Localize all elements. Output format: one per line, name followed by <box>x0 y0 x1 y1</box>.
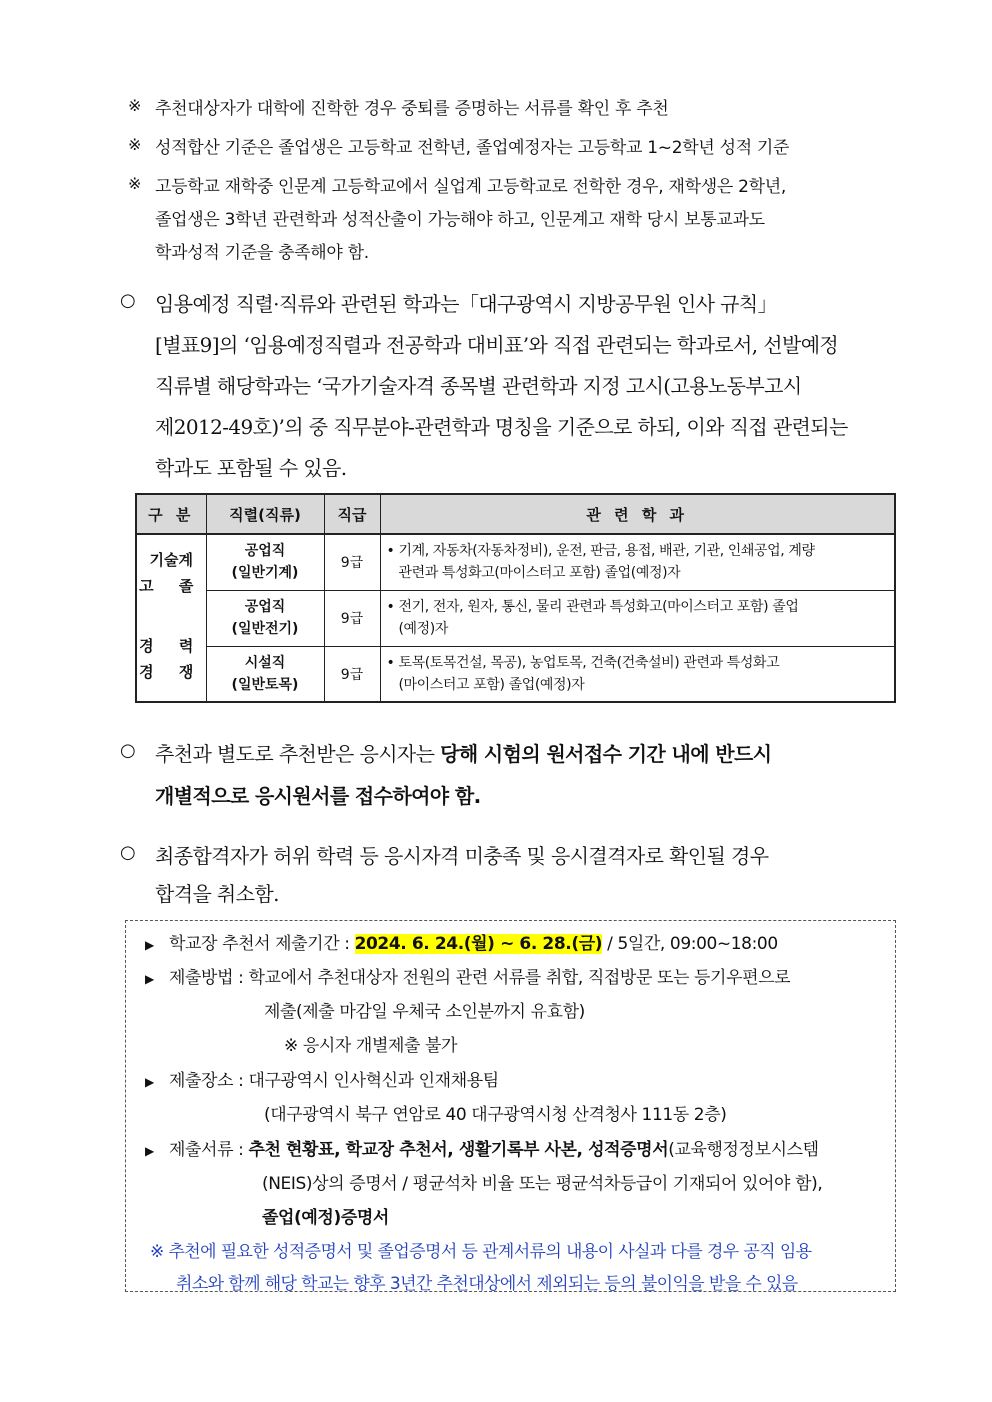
desc-cell: • 토목(토목건설, 목공), 농업토목, 건축(건축설비) 관련과 특성화고 (마이스터고 포함) 졸업(예정)자 <box>380 646 895 702</box>
para1-line: 학과도 포함될 수 있음. <box>155 456 347 480</box>
para2-bold: 개별적으로 응시원서를 접수하여야 함. <box>155 784 481 808</box>
category-text: 경 력 <box>139 637 204 655</box>
category-text: 고 졸 <box>139 577 204 595</box>
job-sub: (일반기계) <box>231 565 299 582</box>
place-text: 대구광역시 인사혁신과 인재채용팀 <box>248 1071 499 1091</box>
docs-line <box>145 1135 819 1160</box>
warning-line: ※ 추천에 필요한 성적증명서 및 졸업증명서 등 관계서류의 내용이 사실과 다를 경우 공직 임용 <box>150 1242 812 1262</box>
desc-text: (마이스터고 포함) 졸업(예정)자 <box>398 676 585 693</box>
header-grade: 직급 <box>324 494 380 534</box>
note-mark: ※ <box>128 96 142 115</box>
period-line <box>145 929 778 954</box>
period-dates: 2024. 6. 24.(월) ~ 6. 28.(금) <box>354 934 603 954</box>
arrow-icon: ▶ <box>145 972 154 986</box>
category-text: 경 쟁 <box>139 663 204 681</box>
place-line <box>145 1066 499 1091</box>
category-cell <box>136 534 206 702</box>
note-line: 고등학교 재학중 인문계 고등학교에서 실업계 고등학교로 전학한 경우, 재학생은 2학년, <box>155 177 786 197</box>
job-cell <box>206 590 324 646</box>
arrow-icon: ▶ <box>145 1075 154 1089</box>
note-mark: ※ <box>128 135 142 154</box>
desc-text: 기계, 자동차(자동차정비), 운전, 판금, 용접, 배관, 기관, 인쇄공업, 계량 <box>398 543 815 560</box>
header-job: 직렬(직류) <box>206 494 324 534</box>
job-cell <box>206 534 324 590</box>
docs-bold: 추천 현황표, 학교장 추천서, 생활기록부 사본, 성적증명서 <box>248 1140 669 1160</box>
note-mark: ※ <box>128 174 142 193</box>
desc-text: 관련과 특성화고(마이스터고 포함) 졸업(예정)자 <box>398 565 681 582</box>
para3-line: 최종합격자가 허위 학력 등 응시자격 미충족 및 응시결격자로 확인될 경우 <box>155 844 769 868</box>
docs-rest: (교육행정정보시스템 <box>668 1140 819 1160</box>
para2-text: 추천과 별도로 추천받은 응시자는 <box>155 742 441 766</box>
job-cell <box>206 646 324 702</box>
note-line: 성적합산 기준은 졸업생은 고등학교 전학년, 졸업예정자는 고등학교 1~2학년 성적 기준 <box>155 138 790 158</box>
desc-text: 토목(토목건설, 목공), 농업토목, 건축(건축설비) 관련과 특성화고 <box>398 654 780 671</box>
method-note: ※ 응시자 개별제출 불가 <box>284 1036 458 1056</box>
method-text: 제출(제출 마감일 우체국 소인분까지 유효함) <box>264 1002 585 1022</box>
para2-line1 <box>155 738 771 767</box>
job-name: 공업직 <box>244 599 286 615</box>
arrow-icon: ▶ <box>145 1144 154 1158</box>
docs-label: 제출서류 : <box>169 1140 249 1160</box>
para1-line: [별표9]의 ‘임용예정직렬과 전공학과 대비표’와 직접 관련되는 학과로서, 선발예정 <box>155 333 839 357</box>
category-text: 기술계 <box>149 551 193 569</box>
desc-text: (예정)자 <box>398 621 448 637</box>
para1-line: 제2012-49호)’의 중 직무분야-관련학과 명칭을 기준으로 하되, 이와 직접 관련되는 <box>155 415 848 439</box>
para2-bold: 당해 시험의 원서접수 기간 내에 반드시 <box>440 742 772 766</box>
department-table <box>135 493 896 703</box>
table-row <box>136 590 895 646</box>
header-category: 구 분 <box>136 494 206 534</box>
grade-cell: 9급 <box>324 534 380 590</box>
table-header-row <box>136 494 895 534</box>
job-sub: (일반전기) <box>231 621 299 637</box>
period-label: 학교장 추천서 제출기간 : <box>169 934 355 954</box>
bullet-circle: ○ <box>120 842 136 863</box>
desc-text: 전기, 전자, 원자, 통신, 물리 관련과 특성화고(마이스터고 포함) 졸업 <box>398 599 799 615</box>
table-row <box>136 646 895 702</box>
desc-cell: • 전기, 전자, 원자, 통신, 물리 관련과 특성화고(마이스터고 포함) 졸업 (예정)자 <box>380 590 895 646</box>
grade-cell: 9급 <box>324 590 380 646</box>
job-name: 공업직 <box>244 543 286 560</box>
warning-line: 취소와 함께 해당 학교는 향후 3년간 추천대상에서 제외되는 등의 불이익을 받을 수 있음 <box>176 1274 798 1294</box>
method-label: 제출방법 : <box>169 968 249 988</box>
bullet-circle: ○ <box>120 290 136 311</box>
note-line: 졸업생은 3학년 관련학과 성적산출이 가능해야 하고, 인문계고 재학 당시 보통교과도 <box>155 210 765 230</box>
period-rest: / 5일간, 09:00~18:00 <box>602 934 778 954</box>
job-name: 시설직 <box>244 654 286 671</box>
desc-cell: • 기계, 자동차(자동차정비), 운전, 판금, 용접, 배관, 기관, 인쇄공업, 계량 관련과 특성화고(마이스터고 포함) 졸업(예정)자 <box>380 534 895 590</box>
note-line: 학과성적 기준을 충족해야 함. <box>155 243 369 263</box>
para3-line: 합격을 취소함. <box>155 882 279 906</box>
table-row <box>136 534 895 590</box>
method-text: 학교에서 추천대상자 전원의 관련 서류를 취합, 직접방문 또는 등기우편으로 <box>248 968 791 988</box>
grade-cell: 9급 <box>324 646 380 702</box>
para2-line2 <box>155 780 481 809</box>
place-label: 제출장소 : <box>169 1071 249 1091</box>
para1-line: 임용예정 직렬·직류와 관련된 학과는「대구광역시 지방공무원 인사 규칙」 <box>155 292 777 316</box>
note-line: 추천대상자가 대학에 진학한 경우 중퇴를 증명하는 서류를 확인 후 추천 <box>155 99 669 119</box>
job-sub: (일반토목) <box>231 676 299 693</box>
docs-text: (NEIS)상의 증명서 / 평균석차 비율 또는 평균석차등급이 기재되어 있어야 함), <box>262 1174 823 1194</box>
bullet-circle: ○ <box>120 740 136 761</box>
arrow-icon: ▶ <box>145 938 154 952</box>
place-address: (대구광역시 북구 연암로 40 대구광역시청 산격청사 111동 2층) <box>264 1105 727 1125</box>
header-dept: 관 련 학 과 <box>380 494 895 534</box>
para1-line: 직류별 해당학과는 ‘국가기술자격 종목별 관련학과 지정 고시(고용노동부고시 <box>155 374 802 398</box>
docs-text: 졸업(예정)증명서 <box>262 1208 389 1228</box>
method-line <box>145 963 790 988</box>
